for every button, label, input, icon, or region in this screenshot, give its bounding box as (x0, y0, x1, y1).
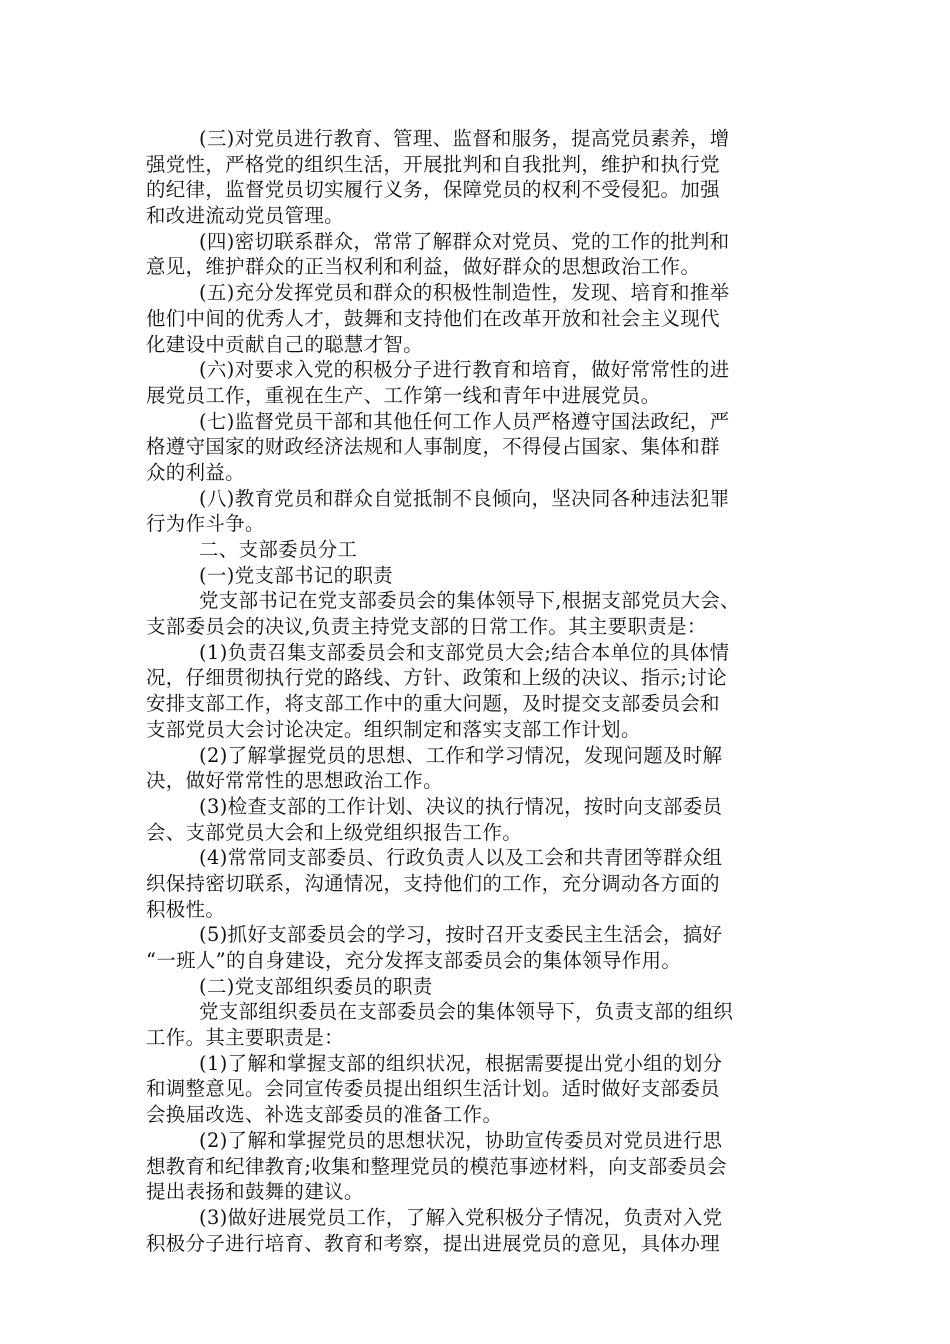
text-line: 会换届改选、补选支部委员的准备工作。 (146, 1103, 503, 1127)
text-line: 工作。其主要职责是： (146, 1026, 344, 1050)
text-line: 他们中间的优秀人才，鼓舞和支持他们在改革开放和社会主义现代 (146, 306, 720, 330)
text-line: 和调整意见。会同宣传委员提出组织生活计划。适时做好支部委员 (146, 1077, 720, 1101)
text-line: 的纪律，监督党员切实履行义务，保障党员的权利不受侵犯。加强 (146, 178, 720, 202)
text-line: (五)充分发挥党员和群众的积极性制造性，发现、培育和推举 (199, 281, 730, 305)
text-line: (3)检查支部的工作计划、决议的执行情况，按时向支部委员 (199, 794, 723, 818)
text-line: 积极分子进行培育、教育和考察，提出进展党员的意见，具体办理 (146, 1231, 720, 1255)
text-line: 织保持密切联系，沟通情况，支持他们的工作，充分调动各方面的 (146, 871, 720, 895)
text-line: 支部党员大会讨论决定。组织制定和落实支部工作计划。 (146, 717, 641, 741)
text-line: (4)常常同支部委员、行政负责人以及工会和共青团等群众组 (199, 846, 723, 870)
text-line: (1)了解和掌握支部的组织状况，根据需要提出党小组的划分 (199, 1051, 723, 1075)
text-line: (1)负责召集支部委员会和支部党员大会;结合本单位的具体情 (199, 640, 730, 664)
text-line: (2)了解和掌握党员的思想状况，协助宣传委员对党员进行思 (199, 1128, 723, 1152)
text-line: 支部委员会的决议,负责主持党支部的日常工作。其主要职责是： (146, 615, 707, 639)
text-line: 党支部组织委员在支部委员会的集体领导下，负责支部的组织 (199, 1000, 734, 1024)
text-line: (5)抓好支部委员会的学习，按时召开支委民主生活会，搞好 (199, 923, 723, 947)
text-line: (2)了解掌握党员的思想、工作和学习情况，发现问题及时解 (199, 743, 723, 767)
text-line: 安排支部工作，将支部工作中的重大问题，及时提交支部委员会和 (146, 692, 720, 716)
text-line: 意见，维护群众的正当权利和利益，做好群众的思想政治工作。 (146, 255, 701, 279)
text-line: 行为作斗争。 (146, 512, 265, 536)
text-line: 决，做好常常性的思想政治工作。 (146, 769, 443, 793)
text-line: 格遵守国家的财政经济法规和人事制度，不得侵占国家、集体和群 (146, 435, 720, 459)
text-line: 化建设中贡献自己的聪慧才智。 (146, 332, 424, 356)
text-line: “一班人”的自身建设，充分发挥支部委员会的集体领导作用。 (146, 949, 682, 972)
text-line: (一)党支部书记的职责 (199, 563, 394, 587)
text-line: 展党员工作，重视在生产、工作第一线和青年中进展党员。 (146, 383, 661, 407)
text-line: (3)做好进展党员工作，了解入党积极分子情况，负责对入党 (199, 1205, 723, 1229)
text-line: (二)党支部组织委员的职责 (199, 974, 433, 998)
text-line: (三)对党员进行教育、管理、监督和服务，提高党员素养，增 (199, 127, 730, 150)
text-line: 况，仔细贯彻执行党的路线、方针、政策和上级的决议、指示;讨论 (146, 666, 727, 690)
text-line: (四)密切联系群众，常常了解群众对党员、党的工作的批判和 (199, 229, 730, 253)
text-line: 强党性，严格党的组织生活，开展批判和自我批判，维护和执行党 (146, 152, 720, 176)
text-line: 党支部书记在党支部委员会的集体领导下,根据支部党员大会、 (199, 589, 740, 613)
text-line: 提出表扬和鼓舞的建议。 (146, 1180, 364, 1204)
text-line: 众的利益。 (146, 460, 245, 484)
document-body (146, 126, 826, 1256)
text-line: (八)教育党员和群众自觉抵制不良倾向，坚决同各种违法犯罪 (199, 486, 730, 510)
text-line: 会、支部党员大会和上级党组织报告工作。 (146, 820, 523, 844)
text-line: 和改进流动党员管理。 (146, 204, 344, 228)
text-line: (六)对要求入党的积极分子进行教育和培育，做好常常性的进 (199, 358, 730, 382)
text-line: 二、支部委员分工 (199, 538, 358, 561)
text-line: 积极性。 (146, 897, 226, 921)
text-line: (七)监督党员干部和其他任何工作人员严格遵守国法政纪，严 (199, 409, 730, 433)
text-line: 想教育和纪律教育;收集和整理党员的模范事迹材料，向支部委员会 (146, 1154, 727, 1178)
